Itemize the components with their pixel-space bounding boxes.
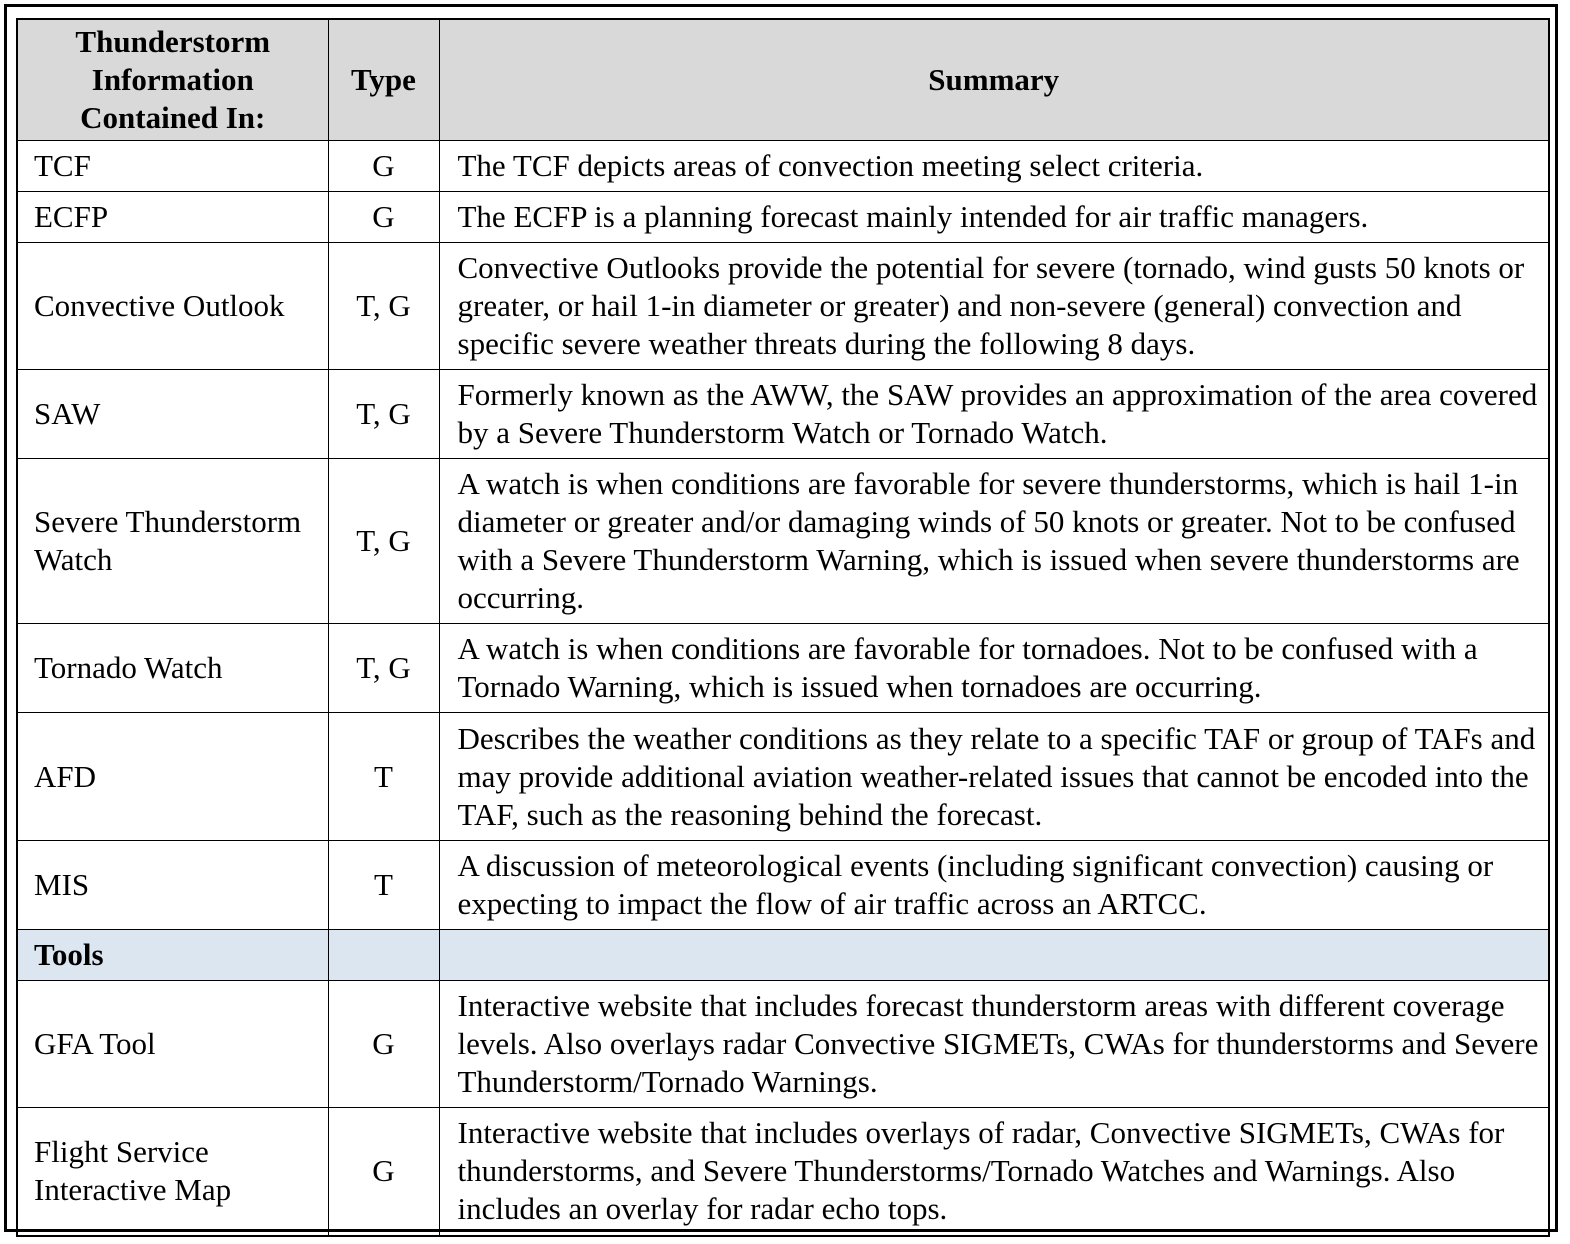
table-row bbox=[17, 192, 1549, 243]
tools-section-row bbox=[17, 930, 1549, 981]
table-row bbox=[17, 459, 1549, 624]
tool-name: GFA Tool bbox=[17, 981, 328, 1108]
header-summary: Summary bbox=[439, 19, 1549, 141]
tool-summary: Interactive website that includes forecast thunderstorm areas with different coverage levels. Also overlays radar Convective SIGMETs, CWAs for thunderstorms and Severe Thunderstorm/Tornado Warnings. bbox=[439, 981, 1549, 1108]
product-type: T, G bbox=[328, 370, 439, 459]
product-name: MIS bbox=[17, 841, 328, 930]
thunderstorm-info-table bbox=[16, 18, 1550, 1237]
table-row bbox=[17, 370, 1549, 459]
product-name: Tornado Watch bbox=[17, 624, 328, 713]
table-row bbox=[17, 713, 1549, 841]
header-row bbox=[17, 19, 1549, 141]
header-type: Type bbox=[328, 19, 439, 141]
tool-summary: Interactive website that includes overlays of radar, Convective SIGMETs, CWAs for thunderstorms, and Severe Thunderstorms/Tornado Watches and Warnings. Also includes an overlay for radar echo tops. bbox=[439, 1108, 1549, 1236]
table-row bbox=[17, 981, 1549, 1108]
product-type: T, G bbox=[328, 624, 439, 713]
table-row bbox=[17, 841, 1549, 930]
table-row bbox=[17, 624, 1549, 713]
product-name: Convective Outlook bbox=[17, 243, 328, 370]
product-summary: Convective Outlooks provide the potential for severe (tornado, wind gusts 50 knots or greater, or hail 1-in diameter or greater) and non-severe (general) convection and specific severe weather threats during the following 8 days. bbox=[439, 243, 1549, 370]
product-type: T, G bbox=[328, 459, 439, 624]
product-summary: The ECFP is a planning forecast mainly intended for air traffic managers. bbox=[439, 192, 1549, 243]
table-row bbox=[17, 1108, 1549, 1236]
product-name: AFD bbox=[17, 713, 328, 841]
product-summary: Describes the weather conditions as they relate to a specific TAF or group of TAFs and may provide additional aviation weather-related issues that cannot be encoded into the TAF, such as the reasoning behind the forecast. bbox=[439, 713, 1549, 841]
table-row bbox=[17, 141, 1549, 192]
tools-section-empty-type bbox=[328, 930, 439, 981]
product-name: ECFP bbox=[17, 192, 328, 243]
product-summary: Formerly known as the AWW, the SAW provides an approximation of the area covered by a Severe Thunderstorm Watch or Tornado Watch. bbox=[439, 370, 1549, 459]
product-name: TCF bbox=[17, 141, 328, 192]
product-summary: A discussion of meteorological events (including significant convection) causing or expecting to impact the flow of air traffic across an ARTCC. bbox=[439, 841, 1549, 930]
header-info: Thunderstorm Information Contained In: bbox=[17, 19, 328, 141]
product-type: T bbox=[328, 713, 439, 841]
product-name: SAW bbox=[17, 370, 328, 459]
product-type: T, G bbox=[328, 243, 439, 370]
product-name: Severe Thunderstorm Watch bbox=[17, 459, 328, 624]
product-summary: The TCF depicts areas of convection meeting select criteria. bbox=[439, 141, 1549, 192]
tool-type: G bbox=[328, 981, 439, 1108]
product-type: T bbox=[328, 841, 439, 930]
product-type: G bbox=[328, 192, 439, 243]
tools-section-empty-summary bbox=[439, 930, 1549, 981]
product-summary: A watch is when conditions are favorable for tornadoes. Not to be confused with a Tornado Warning, which is issued when tornadoes are occurring. bbox=[439, 624, 1549, 713]
tool-name: Flight Service Interactive Map bbox=[17, 1108, 328, 1236]
product-type: G bbox=[328, 141, 439, 192]
table-row bbox=[17, 243, 1549, 370]
tools-section-label: Tools bbox=[17, 930, 328, 981]
tool-type: G bbox=[328, 1108, 439, 1236]
product-summary: A watch is when conditions are favorable for severe thunderstorms, which is hail 1-in diameter or greater and/or damaging winds of 50 knots or greater. Not to be confused with a Severe Thunderstorm Warning, which is issued when severe thunderstorms are occurring. bbox=[439, 459, 1549, 624]
